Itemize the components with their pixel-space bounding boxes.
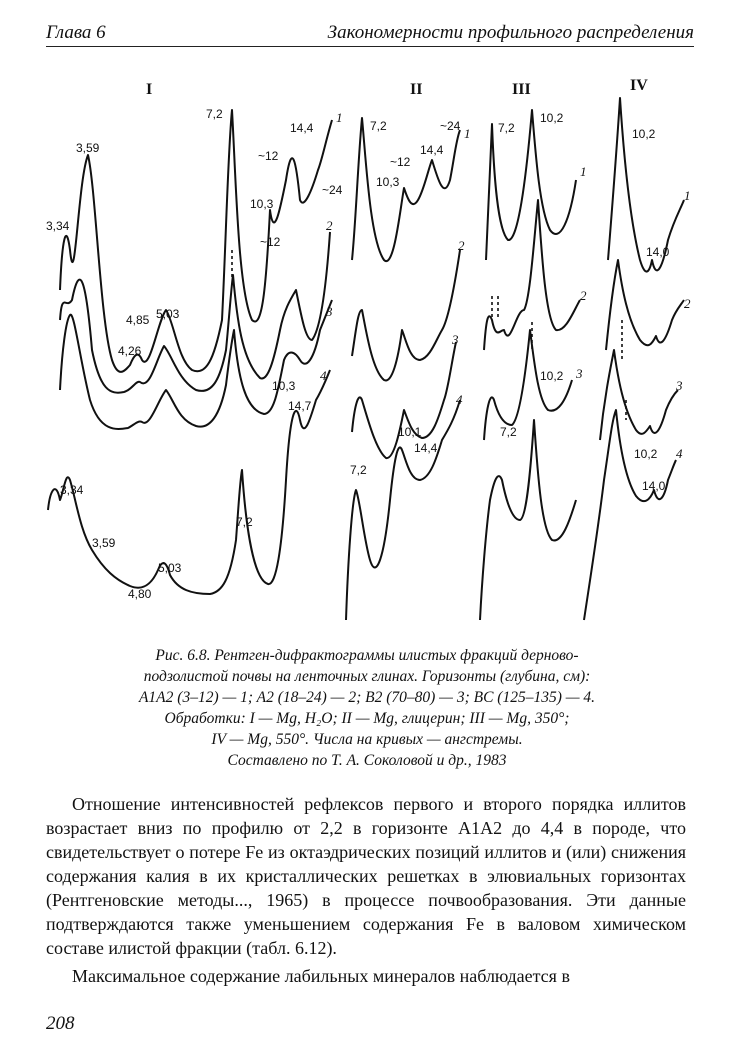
label-p1-6: ~24 [322, 183, 343, 197]
label-p2-7: 14,4 [414, 441, 438, 455]
label-p1-16: 5,03 [158, 561, 182, 575]
paragraph-1: Отношение интенсивностей рефлексов первого и второго порядка иллитов возрастает вниз по профилю от 2,2 в горизонте A1A2 до 4,4 в породе, что свидетельствует о потере Fe из октаэдрических позиций иллитов и (или) снижения содержания калия в их кристаллических решетках в элювиальных горизонтах (Рентгеновские методы..., 1965) в процессе почвообразования. Эти данные подтверждаются также уменьшением содержания Fe в валовом химическом составе илистой фракции (табл. 6.12). [46, 794, 686, 958]
curve-p4-2 [606, 260, 684, 350]
label-p1-9: 4,85 [126, 313, 150, 327]
curve-number-p4-2: 2 [684, 296, 691, 311]
curve-p2-2 [352, 250, 460, 380]
panel-label-4: IV [630, 77, 648, 94]
label-p1-5: ~12 [258, 149, 279, 163]
curve-number-p4-3: 3 [676, 378, 683, 393]
curve-p2-3 [352, 342, 456, 458]
label-p2-2: ~24 [440, 119, 461, 133]
label-p4-1: 10,2 [632, 127, 656, 141]
chapter-title: Закономерности профильного распределения [327, 22, 694, 43]
curve-p3-3 [484, 330, 572, 440]
caption-line: Обработки: I — Mg, H₂O; II — Mg, глицерин; III — Mg, 350°; [164, 710, 570, 727]
caption-line: Составлено по Т. А. Соколовой и др., 1983 [227, 752, 507, 769]
curve-number-p1-3: 3 [326, 304, 333, 319]
caption-line: подзолистой почвы на ленточных глинах. Горизонты (глубина, см): [143, 668, 591, 685]
curve-number-p4-1: 1 [684, 188, 691, 203]
curve-number-p2-2: 2 [458, 238, 465, 253]
label-p2-1: 7,2 [370, 119, 387, 133]
curve-number-p1-4: 4 [320, 368, 327, 383]
label-p2-8: 7,2 [350, 463, 367, 477]
curve-number-p2-3: 3 [452, 332, 459, 347]
label-p2-5: 10,3 [376, 175, 400, 189]
label-p1-10: 5,03 [156, 307, 180, 321]
panel-label-3: III [512, 81, 531, 98]
label-p1-1: 3,59 [76, 141, 100, 155]
caption-line: Рис. 6.8. Рентген-дифрактограммы илистых фракций дерново- [155, 647, 579, 664]
label-p1-14: 3,34 [60, 483, 84, 497]
curve-p4-4 [584, 410, 676, 620]
xrd-figure [0, 60, 734, 640]
curve-number-p2-1: 1 [464, 126, 471, 141]
label-p3-1: 7,2 [498, 121, 515, 135]
label-p3-4: 7,2 [500, 425, 517, 439]
label-p2-4: 14,4 [420, 143, 444, 157]
label-p1-15: 3,59 [92, 536, 116, 550]
xrd-diffractograms [0, 60, 734, 640]
label-p1-7: 10,3 [250, 197, 274, 211]
label-p1-3: 7,2 [206, 107, 223, 121]
label-p1-13: 14,7 [288, 399, 312, 413]
label-p4-3: 10,2 [634, 447, 658, 461]
curve-number-p3-1: 1 [580, 164, 587, 179]
label-p2-3: ~12 [390, 155, 411, 169]
curve-number-p4-4: 4 [676, 446, 683, 461]
curve-number-p1-2: 2 [326, 218, 333, 233]
caption-line: IV — Mg, 550°. Числа на кривых — ангстремы. [211, 731, 523, 748]
label-p1-2: 3,34 [46, 219, 70, 233]
curve-number-p3-3: 3 [576, 366, 583, 381]
label-p1-12: 10,3 [272, 379, 296, 393]
curve-number-p3-2: 2 [580, 288, 587, 303]
figure-caption [70, 645, 664, 771]
curve-p3-4 [480, 420, 576, 620]
label-p1-11: 4,26 [118, 344, 142, 358]
panel-label-2: II [410, 81, 423, 98]
label-p2-6: 10,1 [398, 425, 422, 439]
curve-p1-1 [60, 110, 332, 372]
label-p3-3: 10,2 [540, 369, 564, 383]
label-p1-8: ~12 [260, 235, 281, 249]
caption-line: A1A2 (3–12) — 1; A2 (18–24) — 2; B2 (70–80) — 3; BC (125–135) — 4. [138, 689, 596, 706]
panel-label-1: I [146, 81, 153, 98]
label-p3-2: 10,2 [540, 111, 564, 125]
curve-p1-2 [60, 232, 330, 393]
chapter-label: Глава 6 [46, 22, 106, 43]
body-text [46, 792, 686, 988]
label-p4-2: 14,0 [646, 245, 670, 259]
label-p1-17: 4,80 [128, 587, 152, 601]
curve-number-p1-1: 1 [336, 110, 343, 125]
curve-number-p2-4: 4 [456, 392, 463, 407]
paragraph-2: Максимальное содержание лабильных минералов наблюдается в [72, 966, 570, 986]
running-header [46, 22, 694, 47]
page-number: 208 [46, 1013, 75, 1034]
curve-p2-1 [352, 118, 460, 261]
label-p1-4: 14,4 [290, 121, 314, 135]
label-p1-18: 7,2 [236, 515, 253, 529]
label-p4-4: 14,0 [642, 479, 666, 493]
